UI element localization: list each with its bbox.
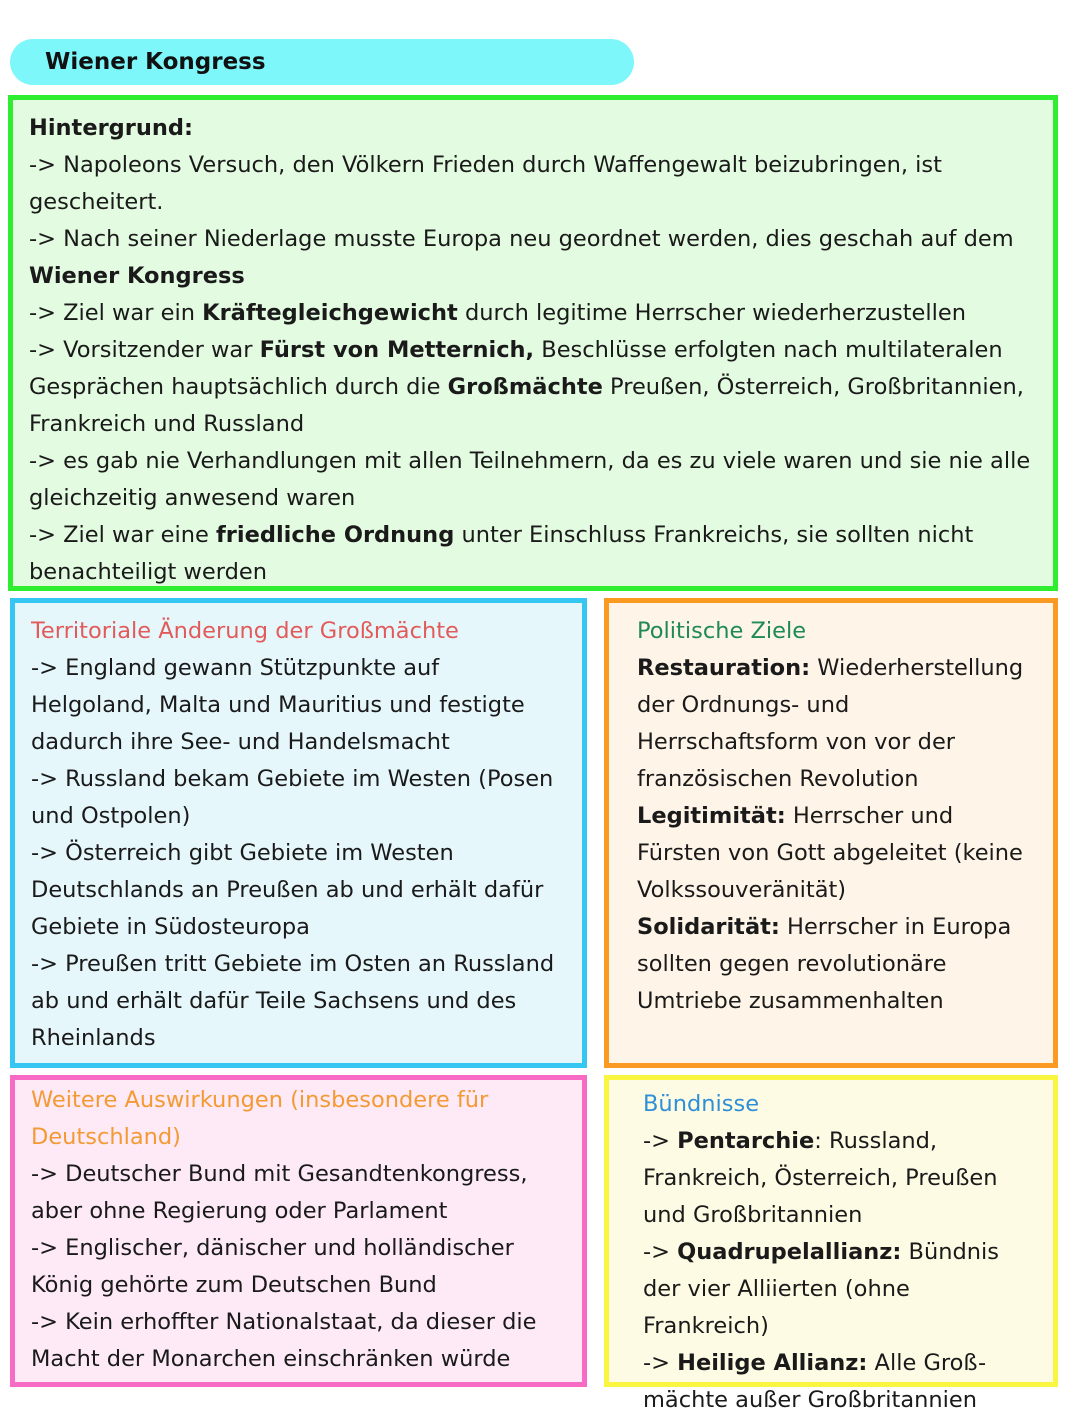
effects-point-2: -> Englischer, dänischer und holländischer König gehörte zum Deutschen Bund [31, 1235, 514, 1298]
page-title: Wiener Kongress [10, 39, 634, 85]
alliance-quadrupelallianz: -> Quadrupelallianz: Bündnis der vier Alliierten (ohne Frankreich) [643, 1239, 999, 1339]
alliance-pentarchie: -> Pentarchie: Russland, Frankreich, Österreich, Preußen und Großbritannien [643, 1128, 998, 1228]
territorial-changes-section [10, 598, 587, 1068]
political-goal-restauration: Restauration: Wiederherstellung der Ordnungs- und Herrschaftsform von vor der französischen Revolution [637, 655, 1024, 792]
alliances-section [604, 1075, 1058, 1413]
territorial-point-1: -> England gewann Stützpunkte auf Helgoland, Malta und Mauritius und festigte dadurch ihre See- und Handelsmacht [31, 655, 525, 755]
effects-heading: Weitere Auswirkungen (insbesondere für Deutschland) [31, 1087, 489, 1150]
political-goal-legitimitaet: Legitimität: Herrscher und Fürsten von Gott abgeleitet (keine Volkssouveränität) [637, 803, 1023, 903]
territorial-point-3: -> Österreich gibt Gebiete im Westen Deutschlands an Preußen ab und erhält dafür Gebiete in Südosteuropa [31, 840, 544, 940]
alliances-heading: Bündnisse [643, 1091, 760, 1117]
background-point-5: -> es gab nie Verhandlungen mit allen Teilnehmern, da es zu viele waren und sie nie alle gleichzeitig anwesend waren [29, 448, 1031, 511]
territorial-heading: Territoriale Änderung der Großmächte [31, 618, 459, 644]
background-point-3: -> Ziel war ein Kräftegleichgewicht durch legitime Herrscher wiederherzustellen [29, 300, 967, 326]
territorial-point-2: -> Russland bekam Gebiete im Westen (Posen und Ostpolen) [31, 766, 554, 829]
background-point-4: -> Vorsitzender war Fürst von Metternich, Beschlüsse erfolgten nach multilateralen Gesprächen hauptsächlich durch die Großmächte Preußen, Österreich, Großbritannien, Frankreich und Russland [29, 337, 1024, 437]
political-goals-section [604, 598, 1058, 1068]
background-point-1: -> Napoleons Versuch, den Völkern Frieden durch Waffengewalt beizubringen, ist gescheitert. [29, 152, 942, 215]
effects-point-3: -> Kein erhoffter Nationalstaat, da dieser die Macht der Monarchen einschränken würde [31, 1309, 537, 1372]
background-section [8, 95, 1058, 591]
political-goal-solidaritaet: Solidarität: Herrscher in Europa sollten gegen revolutionäre Umtriebe zusammenhalten [637, 914, 1012, 1014]
background-heading: Hintergrund: [29, 115, 194, 141]
effects-point-1: -> Deutscher Bund mit Gesandtenkongress, aber ohne Regierung oder Parlament [31, 1161, 528, 1224]
alliance-heilige-allianz: -> Heilige Allianz: Alle Groß- mächte außer Großbritannien [643, 1350, 987, 1413]
background-point-2: -> Nach seiner Niederlage musste Europa neu geordnet werden, dies geschah auf dem Wiener Kongress [29, 226, 1014, 289]
further-effects-section [10, 1075, 587, 1387]
background-point-6: -> Ziel war eine friedliche Ordnung unter Einschluss Frankreichs, sie sollten nicht benachteiligt werden [29, 522, 974, 585]
political-heading: Politische Ziele [637, 618, 807, 644]
territorial-point-4: -> Preußen tritt Gebiete im Osten an Russland ab und erhält dafür Teile Sachsens und des Rheinlands [31, 951, 555, 1051]
